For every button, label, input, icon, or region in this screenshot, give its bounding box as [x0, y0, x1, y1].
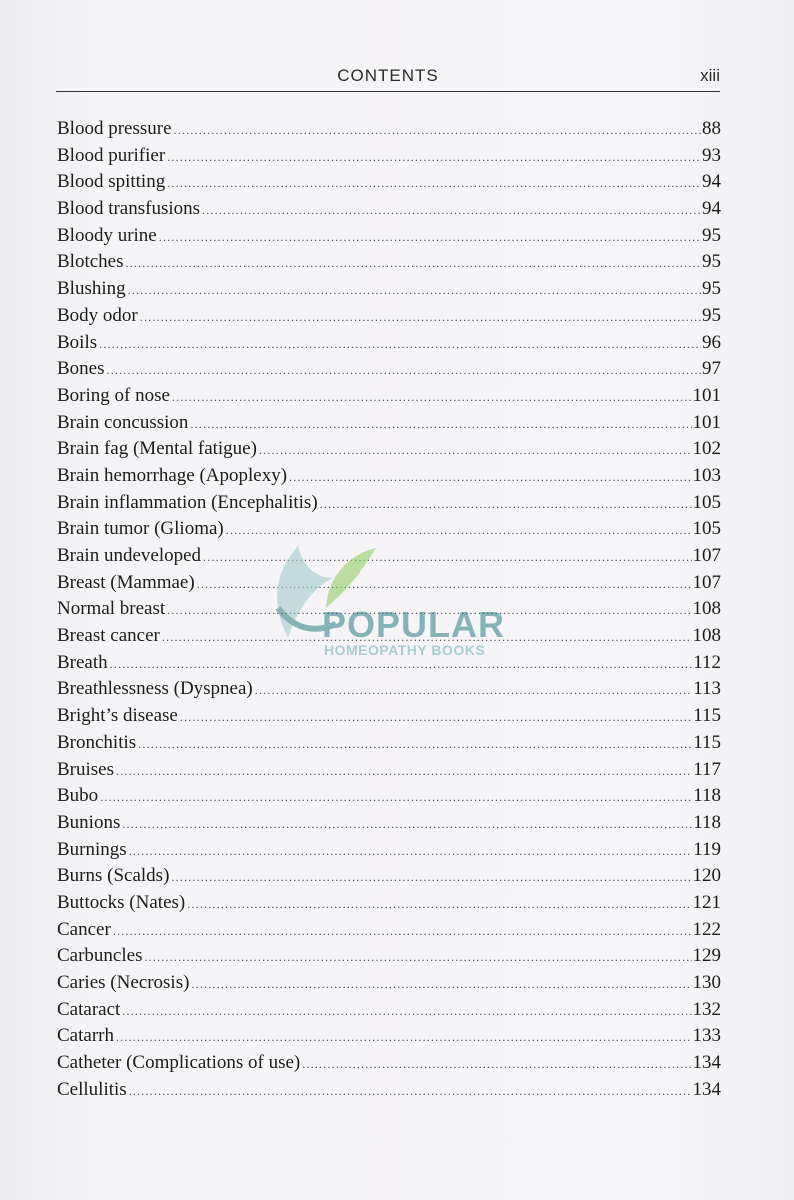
dot-leader	[320, 491, 692, 518]
contents-entry	[57, 303, 721, 330]
entry-title: Blotches	[57, 251, 124, 273]
dot-leader	[122, 998, 691, 1025]
contents-entry	[57, 410, 721, 437]
entry-page-number: 94	[702, 198, 721, 220]
entry-page-number: 112	[693, 651, 721, 673]
dot-leader	[190, 411, 691, 438]
contents-entry	[57, 356, 721, 383]
entry-page-number: 133	[692, 1025, 721, 1047]
dot-leader	[289, 464, 691, 491]
entry-page-number: 122	[692, 918, 721, 940]
entry-page-number: 95	[702, 278, 721, 300]
page-title: CONTENTS	[337, 66, 439, 85]
entry-title: Bones	[57, 358, 105, 380]
entry-title: Bloody urine	[57, 224, 157, 246]
contents-entry	[57, 890, 721, 917]
contents-entry	[57, 1077, 721, 1104]
entry-page-number: 119	[693, 838, 721, 860]
dot-leader	[167, 144, 701, 171]
dot-leader	[259, 437, 692, 464]
entry-title: Burns (Scalds)	[57, 865, 170, 887]
contents-entry	[57, 757, 721, 784]
watermark	[258, 538, 548, 668]
contents-entry	[57, 330, 721, 357]
dot-leader	[128, 277, 701, 304]
entry-page-number: 101	[692, 384, 721, 406]
entry-title: Bright’s disease	[57, 705, 178, 727]
entry-title: Breath	[57, 651, 108, 673]
entry-page-number: 134	[692, 1078, 721, 1100]
contents-entry	[57, 810, 721, 837]
contents-entry	[57, 169, 721, 196]
entry-page-number: 115	[693, 705, 721, 727]
entry-title: Bruises	[57, 758, 114, 780]
dot-leader	[144, 944, 691, 971]
entry-page-number: 103	[692, 464, 721, 486]
dot-leader	[255, 677, 692, 704]
contents-entry	[57, 383, 721, 410]
dot-leader	[172, 384, 692, 411]
entry-title: Buttocks (Nates)	[57, 891, 186, 913]
contents-entry	[57, 249, 721, 276]
dot-leader	[129, 1078, 692, 1105]
contents-entry	[57, 463, 721, 490]
dot-leader	[129, 838, 693, 865]
entry-title: Breathlessness (Dyspnea)	[57, 678, 253, 700]
watermark-subtitle: HOMEOPATHY BOOKS	[324, 642, 486, 658]
contents-entry	[57, 970, 721, 997]
entry-page-number: 95	[702, 304, 721, 326]
entry-page-number: 129	[692, 945, 721, 967]
contents-entry	[57, 196, 721, 223]
contents-entry	[57, 276, 721, 303]
entry-page-number: 93	[702, 144, 721, 166]
dot-leader	[302, 1051, 691, 1078]
contents-entry	[57, 490, 721, 517]
entry-title: Brain fag (Mental fatigue)	[57, 438, 257, 460]
entry-page-number: 95	[702, 251, 721, 273]
entry-page-number: 132	[692, 998, 721, 1020]
contents-entry	[57, 863, 721, 890]
dot-leader	[116, 1024, 692, 1051]
entry-page-number: 115	[693, 731, 721, 753]
entry-page-number: 113	[693, 678, 721, 700]
dot-leader	[187, 891, 691, 918]
dot-leader	[138, 731, 692, 758]
dot-leader	[174, 117, 701, 144]
entry-page-number: 121	[692, 891, 721, 913]
entry-title: Caries (Necrosis)	[57, 972, 190, 993]
entry-page-number: 101	[692, 411, 721, 433]
contents-entry	[57, 1050, 721, 1077]
entry-page-number: 88	[702, 118, 721, 139]
dot-leader	[167, 170, 701, 197]
contents-entry	[57, 730, 721, 757]
entry-title: Boring of nose	[57, 384, 170, 406]
entry-page-number: 96	[702, 331, 721, 353]
contents-entry	[57, 143, 721, 170]
entry-page-number: 120	[692, 865, 721, 887]
dot-leader	[159, 224, 701, 251]
dot-leader	[116, 758, 692, 785]
entry-page-number: 118	[693, 785, 721, 807]
entry-page-number: 107	[692, 545, 721, 566]
entry-page-number: 102	[692, 438, 721, 460]
dot-leader	[191, 971, 691, 998]
entry-title: Blood purifier	[57, 144, 166, 166]
entry-page-number: 94	[702, 171, 721, 193]
dot-leader	[113, 918, 692, 945]
dot-leader	[180, 704, 692, 731]
header-rule	[56, 91, 720, 92]
entry-page-number: 108	[692, 598, 721, 620]
dot-leader	[171, 864, 691, 891]
contents-entry	[57, 943, 721, 970]
entry-title: Body odor	[57, 304, 138, 326]
watermark-brand: POPULAR	[322, 604, 506, 645]
entry-title: Carbuncles	[57, 945, 143, 967]
entry-title: Cellulitis	[57, 1078, 127, 1100]
entry-page-number: 107	[692, 571, 721, 593]
contents-entry	[57, 703, 721, 730]
entry-title: Brain concussion	[57, 411, 189, 433]
entry-title: Burnings	[57, 838, 127, 860]
entry-page-number: 97	[702, 358, 721, 380]
entry-title: Brain hemorrhage (Apoplexy)	[57, 464, 288, 486]
entry-title: Boils	[57, 331, 98, 353]
entry-title: Brain undeveloped	[57, 545, 202, 566]
entry-title: Catheter (Complications of use)	[57, 1052, 301, 1074]
dot-leader	[100, 784, 692, 811]
page-header	[56, 66, 720, 92]
entry-page-number: 95	[702, 224, 721, 246]
entry-page-number: 134	[692, 1052, 721, 1074]
entry-title: Bunions	[57, 811, 121, 833]
entry-title: Brain inflammation (Encephalitis)	[57, 491, 318, 513]
dot-leader	[202, 197, 701, 224]
entry-title: Blood spitting	[57, 171, 166, 193]
contents-entry	[57, 436, 721, 463]
entry-title: Brain tumor (Glioma)	[57, 518, 224, 540]
entry-title: Blood transfusions	[57, 198, 201, 220]
contents-entry	[57, 116, 721, 143]
dot-leader	[107, 357, 702, 384]
entry-page-number: 130	[692, 972, 721, 993]
entry-title: Normal breast	[57, 598, 166, 620]
dot-leader	[99, 331, 701, 358]
entry-title: Cataract	[57, 998, 121, 1020]
entry-title: Breast cancer	[57, 625, 160, 647]
page-number: xiii	[700, 66, 720, 85]
dot-leader	[140, 304, 701, 331]
entry-title: Bubo	[57, 785, 99, 807]
contents-entry	[57, 1023, 721, 1050]
contents-entry	[57, 223, 721, 250]
entry-title: Blushing	[57, 278, 126, 300]
entry-title: Breast (Mammae)	[57, 571, 195, 593]
entry-title: Cancer	[57, 918, 111, 940]
dot-leader	[126, 250, 702, 277]
entry-title: Blood pressure	[57, 118, 172, 139]
contents-entry	[57, 917, 721, 944]
entry-title: Bronchitis	[57, 731, 137, 753]
contents-entry	[57, 837, 721, 864]
entry-page-number: 105	[692, 491, 721, 513]
entry-page-number: 118	[693, 811, 721, 833]
contents-entry	[57, 997, 721, 1024]
contents-entry	[57, 783, 721, 810]
entry-page-number: 117	[693, 758, 721, 780]
entry-title: Catarrh	[57, 1025, 114, 1047]
entry-page-number: 108	[692, 625, 721, 647]
dot-leader	[122, 811, 692, 838]
contents-entry	[57, 676, 721, 703]
entry-page-number: 105	[692, 518, 721, 540]
